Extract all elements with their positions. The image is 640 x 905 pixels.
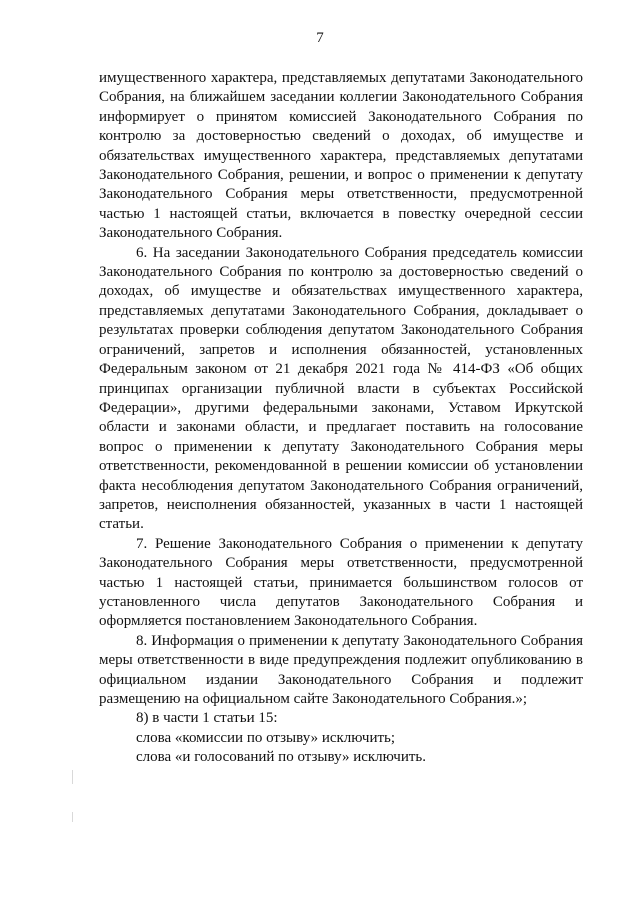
amendment-line-1: слова «комиссии по отзыву» исключить; <box>136 729 396 746</box>
amendment-line-2: слова «и голосований по отзыву» исключить. <box>136 749 427 766</box>
amendment-point-8: 8) в части 1 статьи 15: <box>136 710 278 727</box>
document-body <box>99 69 583 768</box>
paragraph-continuation: имущественного характера, представляемых депутатами Законодательного Собрания, на ближайшем заседании коллегии Законодательного Собрания информирует о принятом комиссией Законодательного Собрания по контролю за достоверностью сведений о доходах, об имуществе и обязательствах имущественного характера, представляемых депутатами Законодательного Собрания, решении, и вопрос о применении к депутату Законодательного Собрания меры ответственности, предусмотренной частью 1 настоящей статьи, включается в повестку очередной сессии Законодательного Собрания. <box>99 70 583 242</box>
scan-margin-speck <box>72 812 73 822</box>
paragraph-item-7: 7. Решение Законодательного Собрания о применении к депутату Законодательного Собрания меры ответственности, предусмотренной частью 1 настоящей статьи, принимается большинством голосов от установленного числа депутатов Законодательного Собрания и оформляется постановлением Законодательного Собрания. <box>99 535 583 630</box>
paragraph-item-8: 8. Информация о применении к депутату Законодательного Собрания меры ответственности в виде предупреждения подлежит опубликованию в официальном издании Законодательного Собрания и подлежит размещению на официальном сайте Законодательного Собрания.»; <box>99 632 583 707</box>
scan-margin-speck <box>72 770 73 784</box>
paragraph-item-6: 6. На заседании Законодательного Собрания председатель комиссии Законодательного Собрания по контролю за достоверностью сведений о доходах, об имуществе и обязательствах имущественного характера, представляемых депутатами Законодательного Собрания, докладывает о результатах проверки соблюдения депутатом Законодательного Собрания ограничений, запретов и исполнения обязанностей, установленных Федеральным законом от 21 декабря 2021 года № 414-ФЗ «Об общих принципах организации публичной власти в субъектах Российской Федерации», другими федеральными законами, Уставом Иркутской области и законами области, и предлагает поставить на голосование вопрос о применении к депутату Законодательного Собрания меры ответственности, рекомендованной в решении комиссии об установлении факта несоблюдения депутатом Законодательного Собрания ограничений, запретов, неисполнения обязанностей, указанных в части 1 настоящей статьи. <box>99 244 583 533</box>
page-number: 7 <box>316 30 324 46</box>
